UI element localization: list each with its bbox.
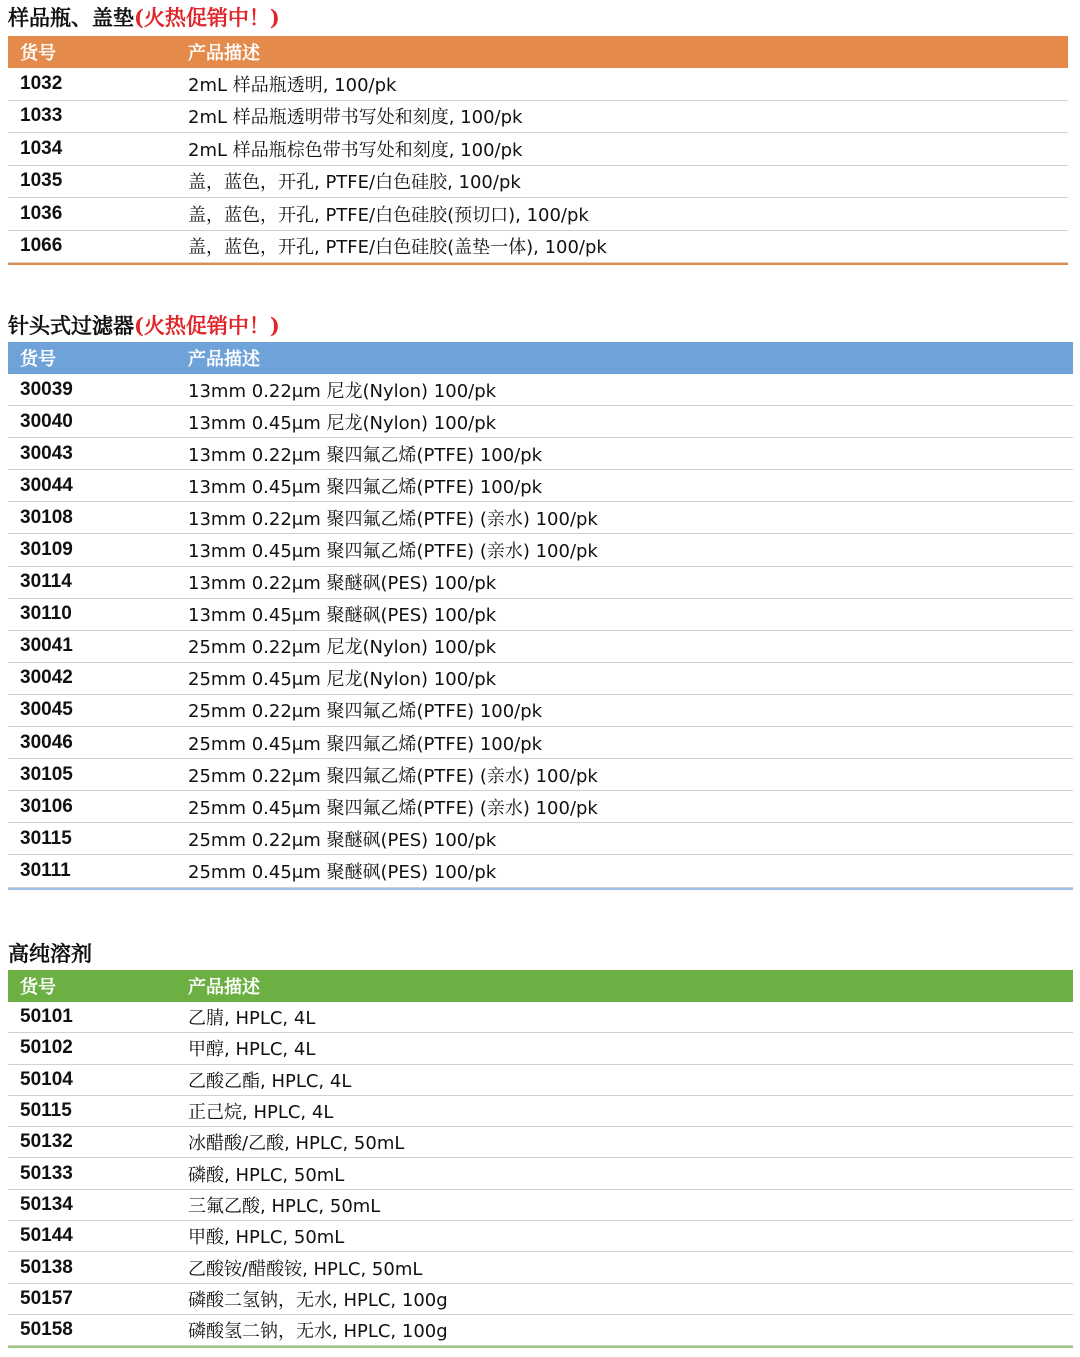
section-title-text: 针头式过滤器 [8,313,134,338]
product-code: 50132 [20,1131,73,1153]
product-code: 30046 [20,731,73,753]
product-code: 1035 [20,170,63,192]
product-description: 甲酸, HPLC, 50mL [188,1227,345,1249]
section-syringe-filters [8,314,1073,890]
table-row [8,631,1073,663]
product-description: 磷酸二氢钠，无水, HPLC, 100g [188,1289,448,1311]
table-row [8,1033,1073,1064]
table-row [8,1002,1073,1033]
product-code: 30111 [20,859,71,881]
product-code: 30109 [20,539,73,561]
table-row [8,374,1073,406]
header-desc: 产品描述 [188,43,260,64]
product-code: 50134 [20,1193,73,1215]
product-description: 13mm 0.22μm 聚四氟乙烯(PTFE) (亲水) 100/pk [188,508,598,530]
table-row [8,1315,1073,1346]
section-solvents [8,942,1073,1348]
product-description: 25mm 0.45μm 尼龙(Nylon) 100/pk [188,669,497,691]
product-code: 30110 [20,603,72,625]
table-row [8,1158,1073,1189]
table-body [8,68,1068,265]
product-description: 2mL 样品瓶棕色带书写处和刻度, 100/pk [188,139,523,161]
table-row [8,663,1073,695]
product-code: 50115 [20,1100,72,1122]
product-code: 30045 [20,699,73,721]
table-header [8,342,1073,374]
product-code: 50157 [20,1287,73,1309]
promo-label: (火热促销中！) [134,5,280,30]
product-code: 30039 [20,378,73,400]
product-code: 30040 [20,410,73,432]
product-code: 50102 [20,1037,73,1059]
product-code: 1036 [20,202,63,224]
product-code: 30105 [20,763,73,785]
product-description: 25mm 0.45μm 聚四氟乙烯(PTFE) 100/pk [188,733,543,755]
header-desc: 产品描述 [188,349,260,370]
product-description: 13mm 0.45μm 聚四氟乙烯(PTFE) (亲水) 100/pk [188,541,598,563]
product-description: 25mm 0.22μm 聚四氟乙烯(PTFE) 100/pk [188,701,543,723]
product-code: 1066 [20,235,63,257]
section-title-text: 高纯溶剂 [8,941,92,966]
product-description: 盖，蓝色，开孔, PTFE/白色硅胶(盖垫一体), 100/pk [188,237,607,259]
product-description: 2mL 样品瓶透明, 100/pk [188,74,397,96]
table-row [8,791,1073,823]
section-title-text: 样品瓶、盖垫 [8,5,134,30]
table-body [8,374,1073,890]
product-code: 30044 [20,474,73,496]
product-description: 25mm 0.22μm 聚四氟乙烯(PTFE) (亲水) 100/pk [188,765,598,787]
table-row [8,470,1073,502]
table-row [8,1096,1073,1127]
table-row [8,1252,1073,1283]
table-row [8,1190,1073,1221]
product-description: 乙酸乙酯, HPLC, 4L [188,1070,352,1092]
header-code: 货号 [20,349,56,370]
product-code: 50133 [20,1162,73,1184]
product-description: 25mm 0.45μm 聚醚砜(PES) 100/pk [188,861,497,883]
product-description: 13mm 0.45μm 聚四氟乙烯(PTFE) 100/pk [188,476,543,498]
product-description: 13mm 0.22μm 聚醚砜(PES) 100/pk [188,573,497,595]
table-row [8,1127,1073,1158]
table-row [8,567,1073,599]
section-title [8,942,1073,966]
product-description: 13mm 0.22μm 尼龙(Nylon) 100/pk [188,380,497,402]
table-row [8,1065,1073,1096]
table-row [8,166,1068,199]
table-row [8,534,1073,566]
product-code: 30041 [20,635,73,657]
product-description: 乙腈, HPLC, 4L [188,1008,316,1030]
table-row [8,759,1073,791]
product-code: 50101 [20,1006,73,1028]
product-code: 30114 [20,571,72,593]
product-description: 13mm 0.22μm 聚四氟乙烯(PTFE) 100/pk [188,444,543,466]
product-description: 三氟乙酸, HPLC, 50mL [188,1195,381,1217]
table-row [8,727,1073,759]
product-code: 50158 [20,1319,73,1341]
product-code: 50104 [20,1068,73,1090]
product-description: 冰醋酸/乙酸, HPLC, 50mL [188,1133,405,1155]
table-row [8,438,1073,470]
table-row [8,101,1068,134]
section-title [8,6,1068,30]
section-vials [8,6,1068,265]
product-code: 30108 [20,506,73,528]
product-code: 30106 [20,795,73,817]
table-row [8,502,1073,534]
product-code: 50144 [20,1225,73,1247]
product-description: 13mm 0.45μm 聚醚砜(PES) 100/pk [188,605,497,627]
table-row [8,1221,1073,1252]
product-description: 盖，蓝色，开孔, PTFE/白色硅胶(预切口), 100/pk [188,204,589,226]
product-description: 25mm 0.22μm 尼龙(Nylon) 100/pk [188,637,497,659]
header-code: 货号 [20,977,56,998]
product-description: 13mm 0.45μm 尼龙(Nylon) 100/pk [188,412,497,434]
header-desc: 产品描述 [188,977,260,998]
product-code: 1034 [20,137,63,159]
table-row [8,231,1068,264]
product-code: 50138 [20,1256,73,1278]
table-header [8,970,1073,1002]
table-row [8,855,1073,887]
table-row [8,406,1073,438]
product-description: 乙酸铵/醋酸铵, HPLC, 50mL [188,1258,423,1280]
product-description: 25mm 0.22μm 聚醚砜(PES) 100/pk [188,829,497,851]
product-description: 25mm 0.45μm 聚四氟乙烯(PTFE) (亲水) 100/pk [188,797,598,819]
product-code: 1033 [20,105,63,127]
header-code: 货号 [20,43,56,64]
promo-label: (火热促销中！) [134,313,280,338]
product-code: 30042 [20,667,73,689]
product-description: 甲醇, HPLC, 4L [188,1039,316,1061]
table-row [8,695,1073,727]
table-header [8,36,1068,68]
table-row [8,68,1068,101]
product-description: 2mL 样品瓶透明带书写处和刻度, 100/pk [188,107,523,129]
table-row [8,133,1068,166]
table-row [8,1284,1073,1315]
table-row [8,198,1068,231]
product-code: 30043 [20,442,73,464]
product-description: 磷酸氢二钠，无水, HPLC, 100g [188,1321,448,1343]
product-code: 1032 [20,72,63,94]
table-body [8,1002,1073,1348]
section-title [8,314,1073,338]
product-code: 30115 [20,827,72,849]
product-description: 磷酸, HPLC, 50mL [188,1164,345,1186]
table-row [8,823,1073,855]
product-description: 正己烷, HPLC, 4L [188,1102,334,1124]
table-row [8,599,1073,631]
product-description: 盖，蓝色，开孔, PTFE/白色硅胶, 100/pk [188,172,521,194]
